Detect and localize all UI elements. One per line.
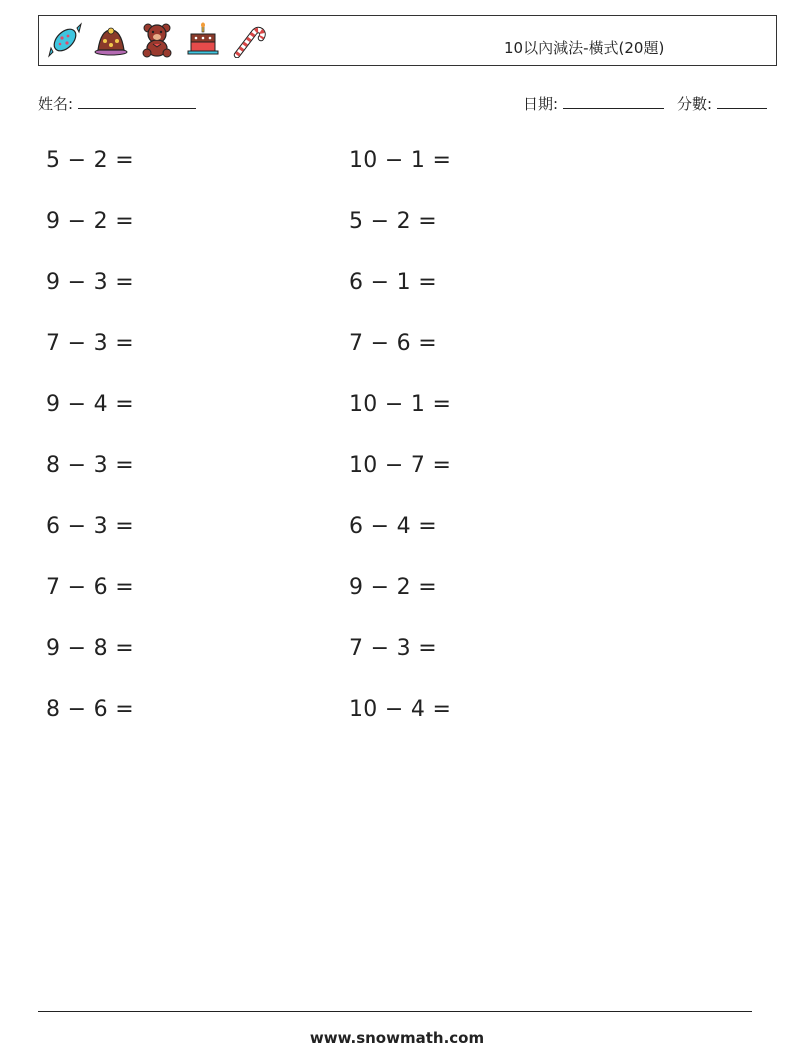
- date-label: 日期:: [523, 95, 559, 113]
- name-blank[interactable]: [78, 93, 196, 109]
- problem-right-2: 5 − 2 =: [349, 209, 437, 234]
- date-blank[interactable]: [563, 93, 664, 109]
- score-label: 分數:: [677, 95, 713, 113]
- worksheet-title: 10以內減法-橫式(20題): [504, 39, 665, 57]
- footer-divider: [38, 1011, 752, 1012]
- problem-left-8: 7 − 6 =: [46, 575, 134, 600]
- problem-right-5: 10 − 1 =: [349, 392, 452, 417]
- problem-left-1: 5 − 2 =: [46, 148, 134, 173]
- problem-right-8: 9 − 2 =: [349, 575, 437, 600]
- problem-right-3: 6 − 1 =: [349, 270, 437, 295]
- footer-website[interactable]: www.snowmath.com: [309, 1029, 485, 1047]
- problem-left-6: 8 − 3 =: [46, 453, 134, 478]
- problem-left-7: 6 − 3 =: [46, 514, 134, 539]
- name-label: 姓名:: [38, 95, 74, 113]
- score-blank[interactable]: [717, 93, 767, 109]
- name-field: [38, 93, 196, 114]
- problem-left-3: 9 − 3 =: [46, 270, 134, 295]
- problem-left-2: 9 − 2 =: [46, 209, 134, 234]
- score-field: [677, 93, 767, 114]
- worksheet-header: [38, 15, 777, 66]
- problem-left-10: 8 − 6 =: [46, 697, 134, 722]
- decor-icons: [47, 22, 267, 58]
- date-field: [523, 93, 664, 114]
- problem-left-5: 9 − 4 =: [46, 392, 134, 417]
- birthday-cake-icon: [185, 22, 221, 58]
- candy-icon: [47, 22, 83, 58]
- problem-right-1: 10 − 1 =: [349, 148, 452, 173]
- problem-left-4: 7 − 3 =: [46, 331, 134, 356]
- teddy-bear-icon: [139, 22, 175, 58]
- problem-right-6: 10 − 7 =: [349, 453, 452, 478]
- problem-left-9: 9 − 8 =: [46, 636, 134, 661]
- candy-cane-icon: [231, 22, 267, 58]
- problem-right-7: 6 − 4 =: [349, 514, 437, 539]
- problem-right-10: 10 − 4 =: [349, 697, 452, 722]
- cake-icon: [93, 22, 129, 58]
- problem-right-9: 7 − 3 =: [349, 636, 437, 661]
- problem-right-4: 7 − 6 =: [349, 331, 437, 356]
